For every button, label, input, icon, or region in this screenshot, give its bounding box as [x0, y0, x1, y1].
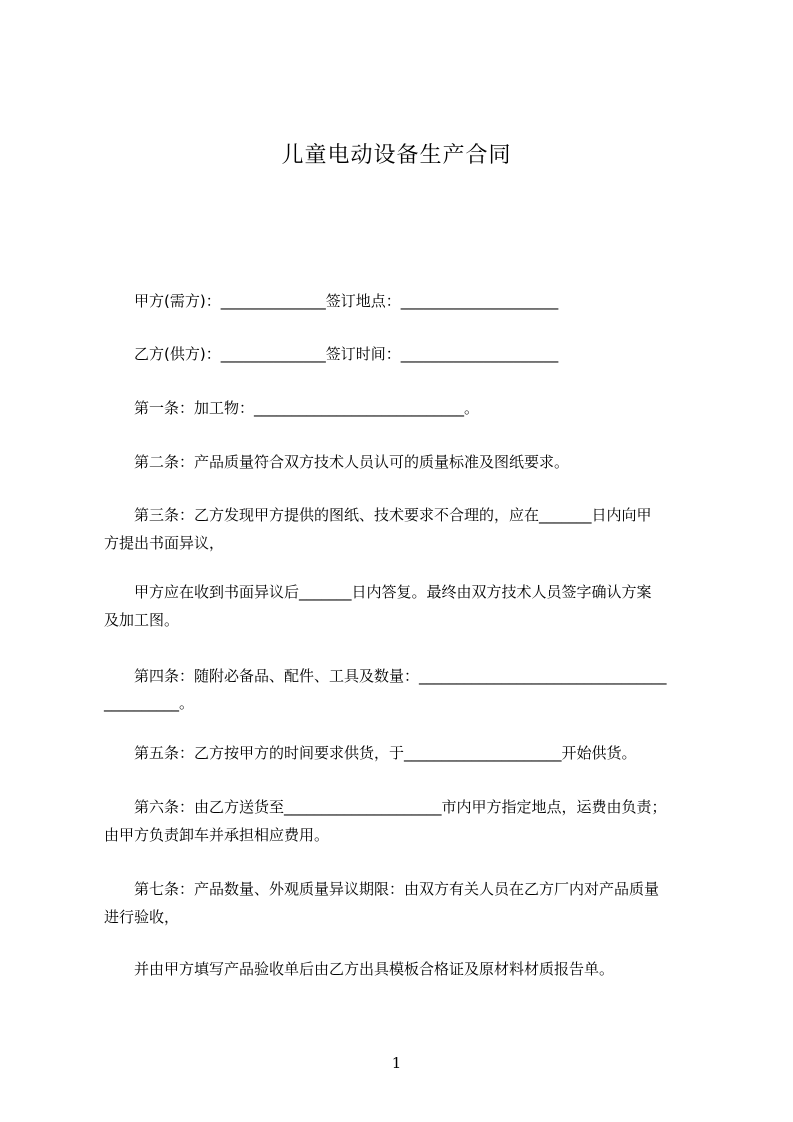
- party-b-line: 乙方(供方)：______________签订时间：_____________________: [104, 345, 559, 363]
- page-number: 1: [391, 1054, 402, 1072]
- article-4-line-2: __________。: [104, 694, 195, 712]
- article-3-line-2: 方提出书面异议，: [104, 534, 225, 552]
- party-a-line: 甲方(需方)：______________签订地点：_____________________: [104, 292, 559, 310]
- article-5-line: 第五条：乙方按甲方的时间要求供货，于_____________________开始供货。: [104, 744, 637, 762]
- article-1-line: 第一条：加工物：____________________________。: [104, 399, 480, 417]
- contract-title: 儿童电动设备生产合同: [281, 143, 512, 168]
- article-6-line-2: 由甲方负责卸车并承担相应费用。: [104, 826, 330, 844]
- article-4-line-1: 第四条：随附必备品、配件、工具及数量：_________________________________: [104, 667, 667, 685]
- article-6-line-1: 第六条：由乙方送货至_____________________市内甲方指定地点，运费由负责；: [104, 798, 667, 816]
- article-3-reply-line-2: 及加工图。: [104, 611, 180, 629]
- article-3-line-1: 第三条：乙方发现甲方提供的图纸、技术要求不合理的，应在_______日内向甲: [104, 506, 652, 524]
- article-7-line-2: 进行验收，: [104, 908, 180, 926]
- article-7-line-3: 并由甲方填写产品验收单后由乙方出具模板合格证及原材料材质报告单。: [104, 960, 615, 978]
- article-3-reply-line-1: 甲方应在收到书面异议后_______日内答复。最终由双方技术人员签字确认方案: [104, 583, 652, 601]
- article-7-line-1: 第七条：产品数量、外观质量异议期限：由双方有关人员在乙方厂内对产品质量: [104, 880, 660, 898]
- article-2-line: 第二条：产品质量符合双方技术人员认可的质量标准及图纸要求。: [104, 453, 570, 471]
